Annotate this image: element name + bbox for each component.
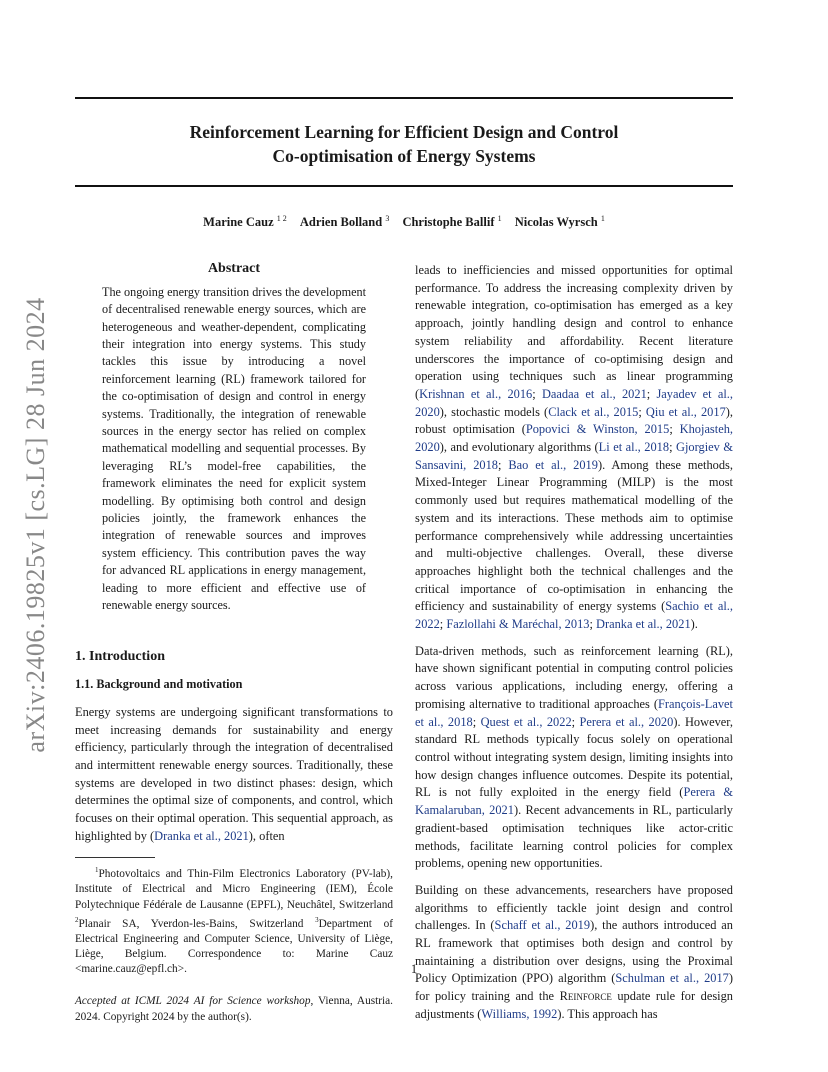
citation-link[interactable]: Perera et al., 2020 [579,714,674,729]
title-line-1: Reinforcement Learning for Efficient Design and Control [189,122,619,142]
author-3: Christophe Ballif $^1$ [402,214,502,230]
algorithm-name: Reinforce [559,989,612,1004]
citation-link[interactable]: Popovici & Winston, 2015 [525,422,670,437]
author-4: Nicolas Wyrsch $^1$ [514,214,605,230]
intro-paragraph: Energy systems are undergoing significant transformations to meet increasing demands for sustainability and energy efficiency, particularly through the integration of decentralised and intermittent renewable energy sources. Traditionally, these systems are developed in two distinct phases: design, which determines the optimal size of components, and control, which focuses on their optimal operation. This sequential approach, as highlighted by (Dranka et al., 2021), often [75,704,393,843]
right-column [415,262,733,1024]
citation-link[interactable]: Gjorgiev & Sansavini, 2018 [415,440,733,472]
citation-link[interactable]: Clack et al., 2015 [548,404,639,419]
author-1: Marine Cauz $^{1 2}$ [203,214,287,230]
arxiv-stamp-text: arXiv:2406.19825v1 [cs.LG] 28 Jun 2024 [21,297,50,753]
title-line-2: Co-optimisation of Energy Systems [272,146,536,166]
citation-link[interactable]: Schulman et al., 2017 [615,971,729,986]
paragraph-building-on: Building on these advancements, researchers have proposed algorithms to efficiently tackle joint design and control challenges. In (Schaff et al., 2019), the authors introduced an RL framework that optimises both design and control by maintaining a distribution over designs, using the Proximal Policy Optimization (PPO) algorithm (Schulman et al., 2017) for policy training and the Reinforce update rule for design adjustments (Williams, 1992). This approach has [415,882,733,1021]
citation-link[interactable]: Quest et al., 2022 [480,714,572,729]
citation-link[interactable]: Khojasteh, 2020 [415,422,733,455]
acceptance-note: Accepted at ICML 2024 AI for Science workshop, Vienna, Austria. 2024. Copyright 2024 by the author(s). [75,995,393,1023]
title-rule-top [75,97,733,99]
citation-link[interactable]: Jayadev et al., 2020 [415,386,734,419]
footnote-rule [75,857,155,858]
citation-link[interactable]: Daadaa et al., 2021 [541,386,647,401]
subsection-heading: 1.1. Background and motivation [75,677,243,692]
title-rule-bottom [75,185,733,187]
citation-link[interactable]: Dranka et al., 2021 [154,828,249,843]
citation-link[interactable]: Dranka et al., 2021 [596,617,691,632]
citation-link[interactable]: Fazlollahi & Maréchal, 2013 [446,617,590,632]
abstract-heading: Abstract [207,261,261,276]
abstract-text: The ongoing energy transition drives the development of decentralised renewable energy sources, which are heterogeneous and weather-dependent, complicating their integration into energy systems. This study tackles this issue by introducing a novel reinforcement learning (RL) framework tailored for the co-optimisation of design and control in energy systems. Traditionally, the integration of renewable sources in the energy sector has relied on complex mathematical modelling and sequential processes. By leveraging RL’s model-free capabilities, the framework eliminates the need for explicit system modelling. By optimising both control and design policies jointly, the framework enhances the integration of renewable sources and improves system efficiency. This contribution paves the way for advanced RL applications in energy management, leading to more efficient and effective use of renewable energy sources. [102,284,366,613]
author-2: Adrien Bolland $^3$ [299,214,390,230]
paper-title [75,120,733,168]
citation-link[interactable]: Li et al., 2018 [598,440,670,455]
author-list [75,214,733,230]
citation-link[interactable]: Williams, 1992 [481,1006,558,1021]
affiliation-footnote: $^1$Photovoltaics and Thin-Film Electronics Laboratory (PV-lab), Institute of Electrical and Micro Engineering (IEM), École Polytechnique Fédérale de Lausanne (EPFL), Neuchâtel, Switzerland $^2$Planair SA, Yverdon-les-Bains, Switzerland $^3$Department of Electrical Engineering and Computer Science, University of Liège, Liège, Belgium. Correspondence to: Marine Cauz <marine.cauz@epfl.ch>. [75,866,393,976]
paragraph-co-optimisation: leads to inefficiencies and missed opportunities for optimal performance. To address the increasing complexity driven by renewable integration, co-optimisation has emerged as a key approach, jointly handling design and control to enhance system reliability and affordability. Recent literature underscores the importance of co-optimising design and operation using techniques such as linear programming (Krishnan et al., 2016; Daadaa et al., 2021; Jayadev et al., 2020), stochastic models (Clack et al., 2015; Qiu et al., 2017), robust optimisation (Popovici & Winston, 2015; Khojasteh, 2020), and evolutionary algorithms (Li et al., 2018; Gjorgiev & Sansavini, 2018; Bao et al., 2019). Among these methods, Mixed-Integer Linear Programming (MILP) is the most commonly used but requires mathematical modelling of the system and its interactions. These methods aim to optimise performance comprehensively while addressing uncertainties and multi-objective challenges. Overall, these diverse approaches highlight both the technical challenges and the critical importance of co-optimisation in enhancing the efficiency and sustainability of energy systems (Sachio et al., 2022; Fazlollahi & Maréchal, 2013; Dranka et al., 2021). [415,263,734,632]
citation-link[interactable]: Perera & Kamalaruban, 2021 [415,785,733,818]
page-number: 1 [410,962,418,976]
citation-link[interactable]: Sachio et al., 2022 [415,599,733,632]
section-heading: 1. Introduction [75,649,165,665]
left-column [75,258,393,1025]
citation-link[interactable]: Schaff et al., 2019 [494,918,591,933]
paragraph-data-driven: Data-driven methods, such as reinforcement learning (RL), have shown significant potential in computing control policies across various applications, including energy, offering a promising alternative to traditional approaches (François-Lavet et al., 2018; Quest et al., 2022; Perera et al., 2020). However, standard RL methods typically focus solely on operational control without integrating system design, limiting insights into how design changes influence outcomes. Despite its potential, RL is not fully exploited in the energy field (Perera & Kamalaruban, 2021). Recent advancements in RL, particularly gradient-based optimisation techniques like actor-critic methods, facilitate learning control policies for complex problems, opening new opportunities. [415,643,733,871]
citation-link[interactable]: Qiu et al., 2017 [645,404,726,419]
citation-link[interactable]: Krishnan et al., 2016 [419,386,533,401]
citation-link[interactable]: François-Lavet et al., 2018 [415,696,733,729]
citation-link[interactable]: Bao et al., 2019 [508,457,598,472]
